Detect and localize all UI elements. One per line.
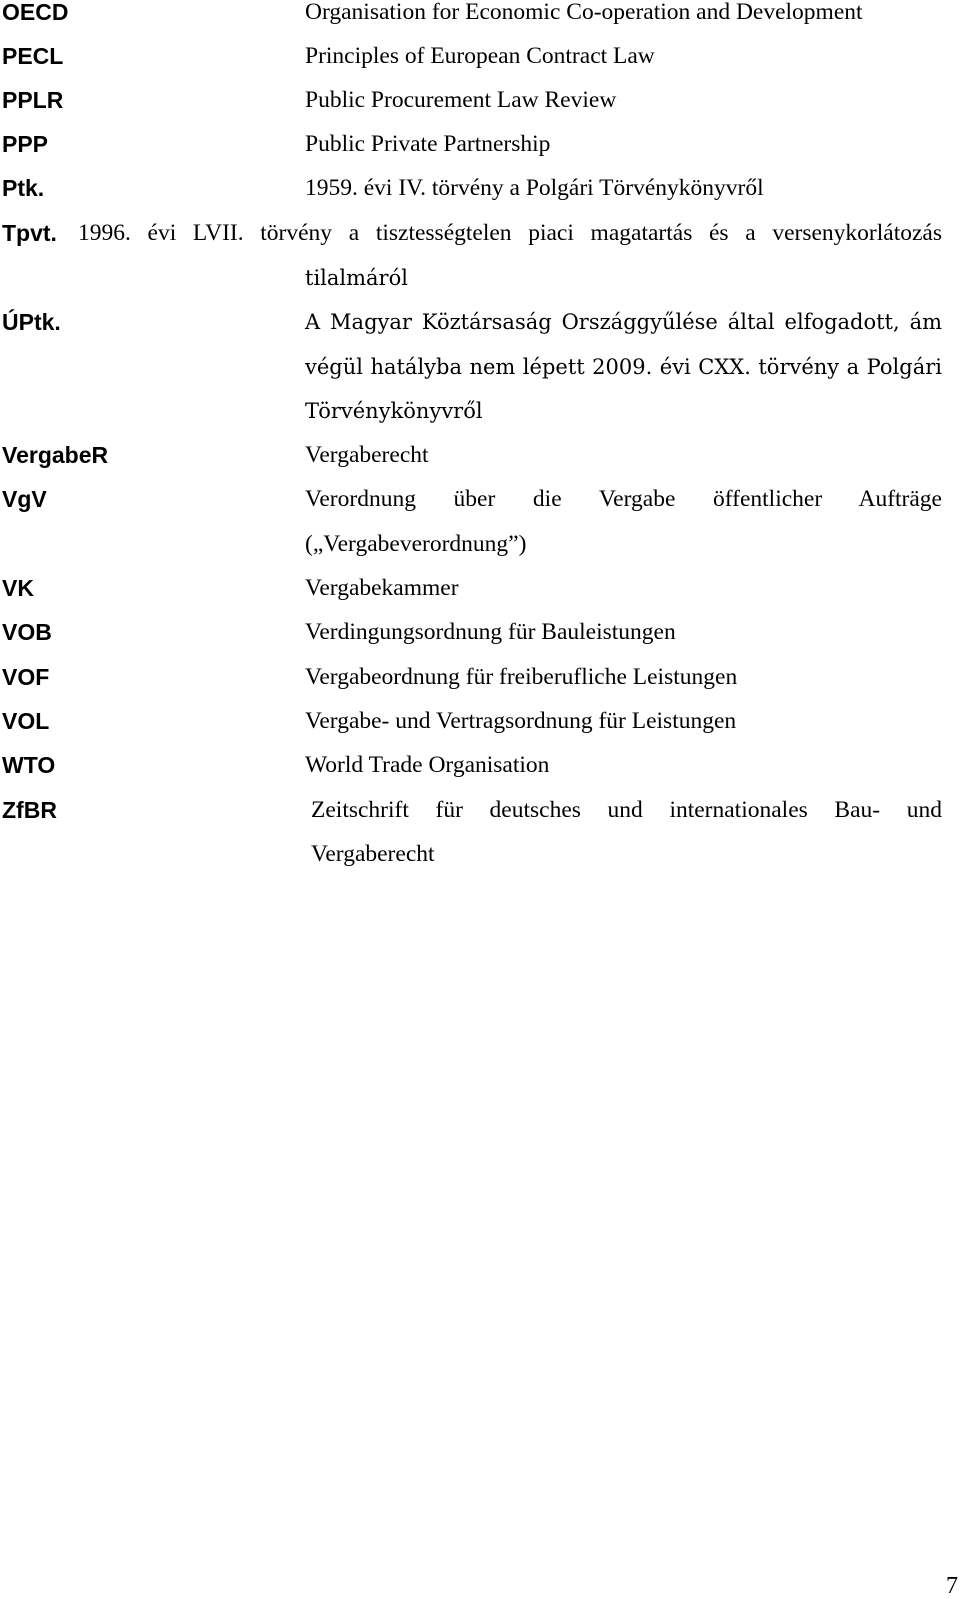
abbr-pecl: PECL xyxy=(2,43,64,69)
abbr-wto: WTO xyxy=(2,752,56,778)
def-vergaber: Vergaberecht xyxy=(305,442,429,468)
def-vof: Vergabeordnung für freiberufliche Leistungen xyxy=(305,664,738,690)
def-vol: Vergabe- und Vertragsordnung für Leistungen xyxy=(305,708,737,734)
def-vk: Vergabekammer xyxy=(305,575,459,601)
abbr-ptk: Ptk. xyxy=(2,175,45,201)
def-zfbr-line2: Vergaberecht xyxy=(311,841,435,867)
abbr-vk: VK xyxy=(2,575,34,601)
def-zfbr-line1: Zeitschrift für deutsches und internationales Bau- und xyxy=(311,797,942,823)
def-uptk-line1: A Magyar Köztársaság Országgyűlése által elfogadott, ám xyxy=(305,310,942,334)
abbr-vgv: VgV xyxy=(2,486,47,512)
def-pecl: Principles of European Contract Law xyxy=(305,43,655,69)
def-wto: World Trade Organisation xyxy=(305,752,550,778)
abbr-pplr: PPLR xyxy=(2,87,64,113)
def-oecd: Organisation for Economic Co-operation and Development xyxy=(305,0,863,25)
def-tpvt-line1: 1996. évi LVII. törvény a tisztességtelen piaci magatartás és a versenykorlátozás xyxy=(78,220,942,246)
def-tpvt-line2: tilalmáról xyxy=(305,266,408,290)
abbr-oecd: OECD xyxy=(2,0,69,25)
def-vgv-line1: Verordnung über die Vergabe öffentlicher Aufträge xyxy=(305,486,942,512)
abbr-vergaber: VergabeR xyxy=(2,442,109,468)
def-uptk-line2: végül hatályba nem lépett 2009. évi CXX. törvény a Polgári xyxy=(305,355,942,379)
def-ppp: Public Private Partnership xyxy=(305,131,551,157)
def-pplr: Public Procurement Law Review xyxy=(305,87,617,113)
abbr-tpvt: Tpvt. xyxy=(2,220,57,246)
abbr-uptk: ÚPtk. xyxy=(2,309,61,335)
page-number: 7 xyxy=(946,1573,958,1599)
def-vgv-line2: („Vergabeverordnung”) xyxy=(305,531,527,557)
abbr-vof: VOF xyxy=(2,664,50,690)
def-vob: Verdingungsordnung für Bauleistungen xyxy=(305,619,676,645)
def-ptk: 1959. évi IV. törvény a Polgári Törvénykönyvről xyxy=(305,175,764,201)
abbr-ppp: PPP xyxy=(2,131,49,157)
def-uptk-line3: Törvénykönyvről xyxy=(305,399,483,423)
abbr-vol: VOL xyxy=(2,708,50,734)
abbr-vob: VOB xyxy=(2,619,52,645)
abbr-zfbr: ZfBR xyxy=(2,797,57,823)
